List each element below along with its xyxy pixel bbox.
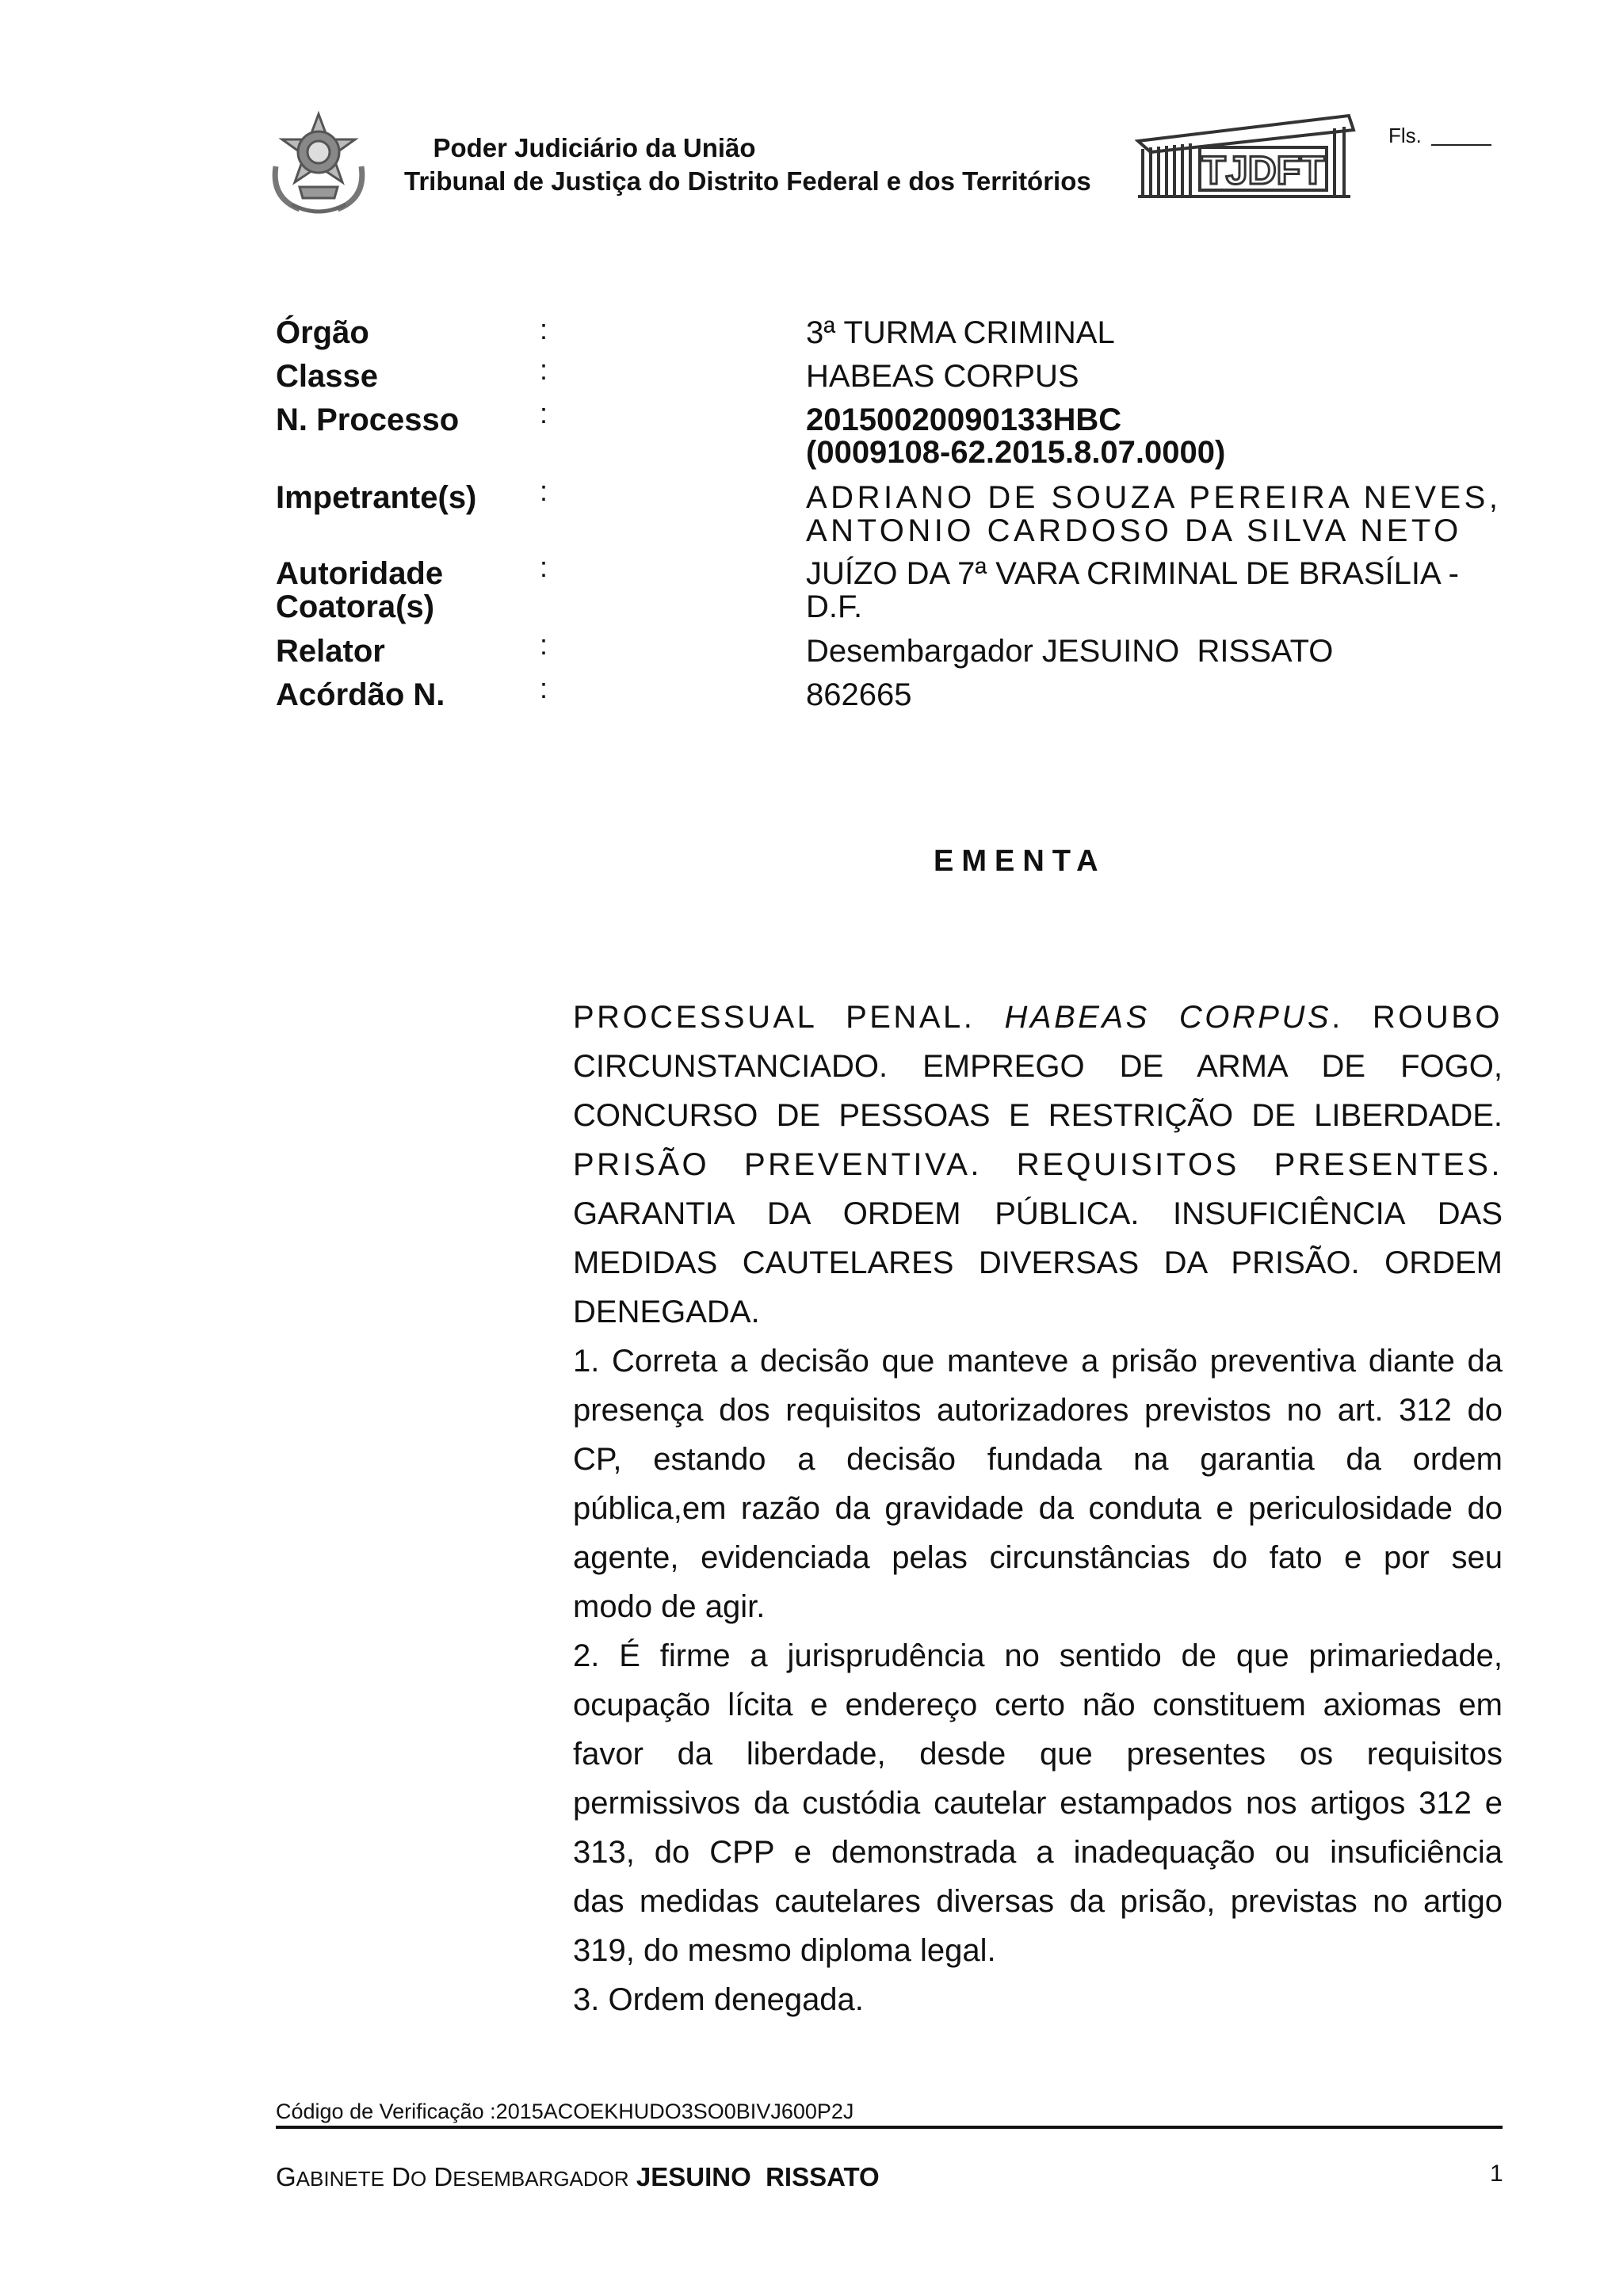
processo-label: N. Processo xyxy=(276,402,460,437)
classe-colon: : xyxy=(540,353,548,386)
footer-cabinet-text: O xyxy=(410,2167,427,2191)
coatora-label: Coatora(s) xyxy=(276,589,435,624)
acordao-colon: : xyxy=(540,672,548,704)
orgao-value: 3ª TURMA CRIMINAL xyxy=(806,315,1115,350)
acordao-label: Acórdão N. xyxy=(276,677,445,712)
page-number: 1 xyxy=(1490,2161,1503,2187)
footer-cabinet xyxy=(276,2162,880,2192)
relator-colon: : xyxy=(540,628,548,661)
orgao-label: Órgão xyxy=(276,315,369,350)
acordao-number: 862665 xyxy=(806,677,912,712)
autoridade-colon: : xyxy=(540,551,548,583)
ementa-line: 2. É firme a jurisprudência no sentido de que primariedade, xyxy=(573,1638,1503,1673)
header-court-name: Tribunal de Justiça do Distrito Federal e dos Territórios xyxy=(404,166,1091,196)
verification-code: Código de Verificação :2015ACOEKHUDO3SO0BIVJ600P2J xyxy=(276,2100,854,2123)
ementa-line: CP, estando a decisão fundada na garantia da ordem xyxy=(573,1442,1503,1477)
ementa-line: modo de agir. xyxy=(573,1589,766,1624)
ementa-line: CIRCUNSTANCIADO. EMPREGO DE ARMA DE FOGO, xyxy=(573,1049,1503,1084)
impetrantes-label: Impetrante(s) xyxy=(276,480,477,515)
ementa-text: . ROUBO xyxy=(1331,1000,1503,1035)
footer-cabinet-text: D xyxy=(391,2162,411,2191)
ementa-line: 3. Ordem denegada. xyxy=(573,1982,864,2017)
footer-cabinet-text: D xyxy=(433,2162,453,2191)
tjdft-logo-text: TJDFT xyxy=(1201,148,1325,193)
ementa-title: EMENTA xyxy=(934,845,1106,878)
ementa-line: DENEGADA. xyxy=(573,1295,760,1329)
ementa-line: CONCURSO DE PESSOAS E RESTRIÇÃO DE LIBERDADE. xyxy=(573,1098,1503,1133)
ementa-line: 1. Correta a decisão que manteve a prisão preventiva diante da xyxy=(573,1344,1503,1379)
relator-label: Relator xyxy=(276,634,385,669)
tjdft-logo-icon xyxy=(1135,113,1357,201)
header-court-union: Poder Judiciário da União xyxy=(433,133,756,162)
ementa-line: 313, do CPP e demonstrada a inadequação ou insuficiência xyxy=(573,1835,1503,1870)
ementa-line: presença dos requisitos autorizadores previstos no art. 312 do xyxy=(573,1393,1503,1428)
relator-value: Desembargador JESUINO RISSATO xyxy=(806,634,1334,669)
ementa-line: das medidas cautelares diversas da prisão, previstas no artigo xyxy=(573,1884,1503,1919)
impetrantes-colon: : xyxy=(540,475,548,507)
footer-divider xyxy=(276,2126,1503,2129)
processo-cnj-number: (0009108-62.2015.8.07.0000) xyxy=(806,435,1226,470)
fls-blank-line xyxy=(1431,144,1491,146)
ementa-line: agente, evidenciada pelas circunstâncias do fato e por seu xyxy=(573,1540,1503,1575)
autoridade-value-cont: D.F. xyxy=(806,589,863,624)
classe-label: Classe xyxy=(276,359,378,394)
ementa-line: MEDIDAS CAUTELARES DIVERSAS DA PRISÃO. ORDEM xyxy=(573,1245,1503,1280)
ementa-italic-text: HABEAS CORPUS xyxy=(1004,1000,1332,1035)
processo-number: 20150020090133HBC xyxy=(806,402,1122,437)
ementa-line xyxy=(573,1000,1503,1035)
ementa-line: favor da liberdade, desde que presentes os requisitos xyxy=(573,1737,1503,1772)
fls-label: Fls. xyxy=(1388,124,1422,147)
brazil-coat-of-arms-icon xyxy=(268,111,369,219)
ementa-line: pública,em razão da gravidade da conduta e periculosidade do xyxy=(573,1491,1503,1526)
impetrante-2: ANTONIO CARDOSO DA SILVA NETO xyxy=(806,513,1462,548)
ementa-line: permissivos da custódia cautelar estampados nos artigos 312 e xyxy=(573,1786,1503,1821)
footer-cabinet-text: ABINETE xyxy=(296,2167,384,2191)
autoridade-value: JUÍZO DA 7ª VARA CRIMINAL DE BRASÍLIA - xyxy=(806,556,1459,591)
ementa-line: ocupação lícita e endereço certo não constituem axiomas em xyxy=(573,1688,1503,1722)
ementa-line: PRISÃO PREVENTIVA. REQUISITOS PRESENTES. xyxy=(573,1147,1503,1182)
classe-value: HABEAS CORPUS xyxy=(806,359,1079,394)
impetrante-1: ADRIANO DE SOUZA PEREIRA NEVES, xyxy=(806,480,1502,515)
orgao-colon: : xyxy=(540,313,548,345)
ementa-line: GARANTIA DA ORDEM PÚBLICA. INSUFICIÊNCIA DAS xyxy=(573,1196,1503,1231)
ementa-line: 319, do mesmo diploma legal. xyxy=(573,1933,996,1968)
footer-cabinet-text: G xyxy=(276,2162,296,2191)
processo-colon: : xyxy=(540,397,548,429)
autoridade-label: Autoridade xyxy=(276,556,444,591)
footer-judge-name: JESUINO RISSATO xyxy=(636,2162,880,2191)
ementa-text: PROCESSUAL PENAL. xyxy=(573,1000,976,1035)
footer-cabinet-text: ESEMBARGADOR xyxy=(453,2167,629,2191)
